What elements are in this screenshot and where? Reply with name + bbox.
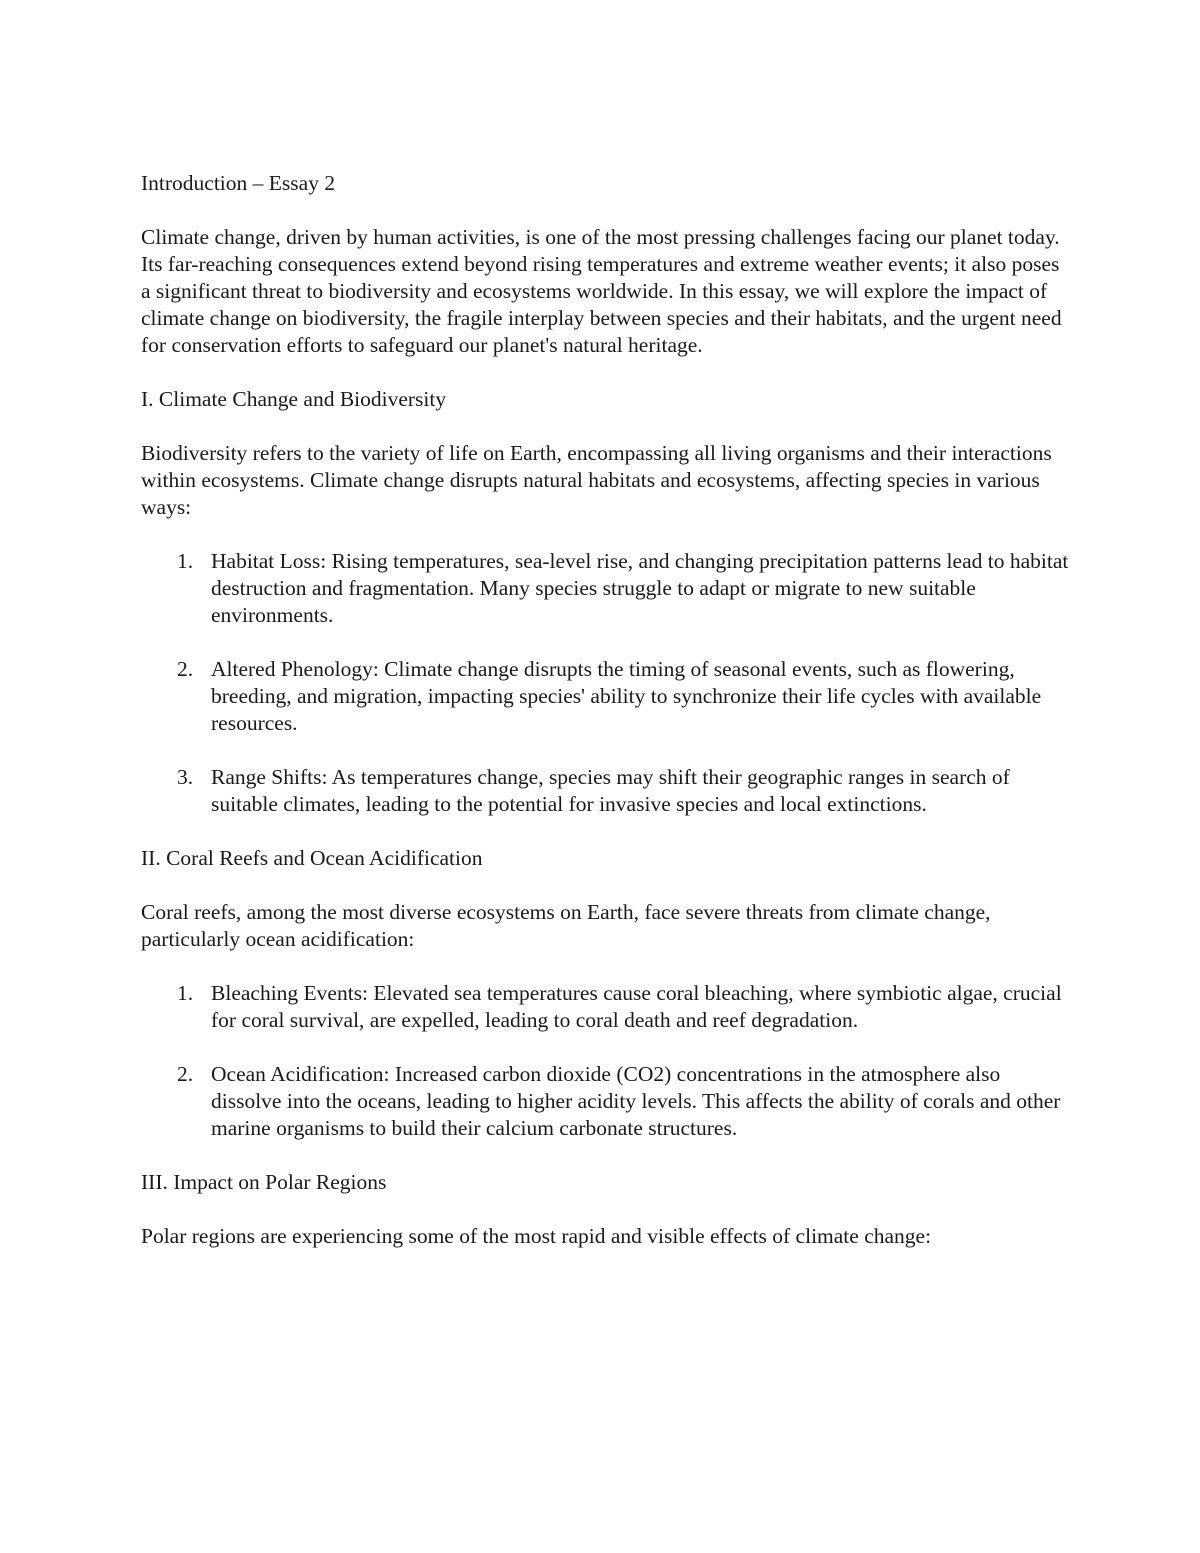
list-item-number: 1. xyxy=(177,981,194,1005)
section-paragraph-2: Coral reefs, among the most diverse ecosystems on Earth, face severe threats from climate change, particularly ocean acidification: xyxy=(141,900,991,951)
intro-paragraph: Climate change, driven by human activities, is one of the most pressing challenges facing our planet today. Its far-reaching consequences extend beyond rising temperatures and extreme weather events; it also poses a significant threat to biodiversity and ecosystems worldwide. In this essay, we will explore the impact of climate change on biodiversity, the fragile interplay between species and their habitats, and the urgent need for conservation efforts to safeguard our planet's natural heritage. xyxy=(141,225,1062,357)
section-list-2 xyxy=(141,980,1071,1142)
document-body xyxy=(141,170,1071,1277)
list-item-number: 2. xyxy=(177,657,194,681)
section-list-1 xyxy=(141,548,1071,818)
list-item-text: Bleaching Events: Elevated sea temperatures cause coral bleaching, where symbiotic algae, crucial for coral survival, are expelled, leading to coral death and reef degradation. xyxy=(211,981,1062,1032)
list-item xyxy=(141,656,1071,737)
list-item-number: 2. xyxy=(177,1062,194,1086)
list-item xyxy=(141,764,1071,818)
list-item-text: Ocean Acidification: Increased carbon dioxide (CO2) concentrations in the atmosphere also dissolve into the oceans, leading to higher acidity levels. This affects the ability of corals and other marine organisms to build their calcium carbonate structures. xyxy=(211,1062,1061,1140)
list-item-text: Habitat Loss: Rising temperatures, sea-level rise, and changing precipitation patterns lead to habitat destruction and fragmentation. Many species struggle to adapt or migrate to new suitable environments. xyxy=(211,549,1069,627)
list-item-text: Range Shifts: As temperatures change, species may shift their geographic ranges in search of suitable climates, leading to the potential for invasive species and local extinctions. xyxy=(211,765,1010,816)
list-item-number: 1. xyxy=(177,549,194,573)
section-heading-1: I. Climate Change and Biodiversity xyxy=(141,387,447,411)
list-item-text: Altered Phenology: Climate change disrupts the timing of seasonal events, such as flowering, breeding, and migration, impacting species' ability to synchronize their life cycles with available resources. xyxy=(211,657,1042,735)
section-paragraph-1: Biodiversity refers to the variety of life on Earth, encompassing all living organisms and their interactions within ecosystems. Climate change disrupts natural habitats and ecosystems, affecting species in various ways: xyxy=(141,441,1052,519)
list-item xyxy=(141,980,1071,1034)
document-title: Introduction – Essay 2 xyxy=(141,171,336,195)
list-item xyxy=(141,1061,1071,1142)
section-heading-2: II. Coral Reefs and Ocean Acidification xyxy=(141,846,483,870)
list-item-number: 3. xyxy=(177,765,194,789)
section-heading-3: III. Impact on Polar Regions xyxy=(141,1170,387,1194)
list-item xyxy=(141,548,1071,629)
section-paragraph-3: Polar regions are experiencing some of the most rapid and visible effects of climate change: xyxy=(141,1224,932,1248)
